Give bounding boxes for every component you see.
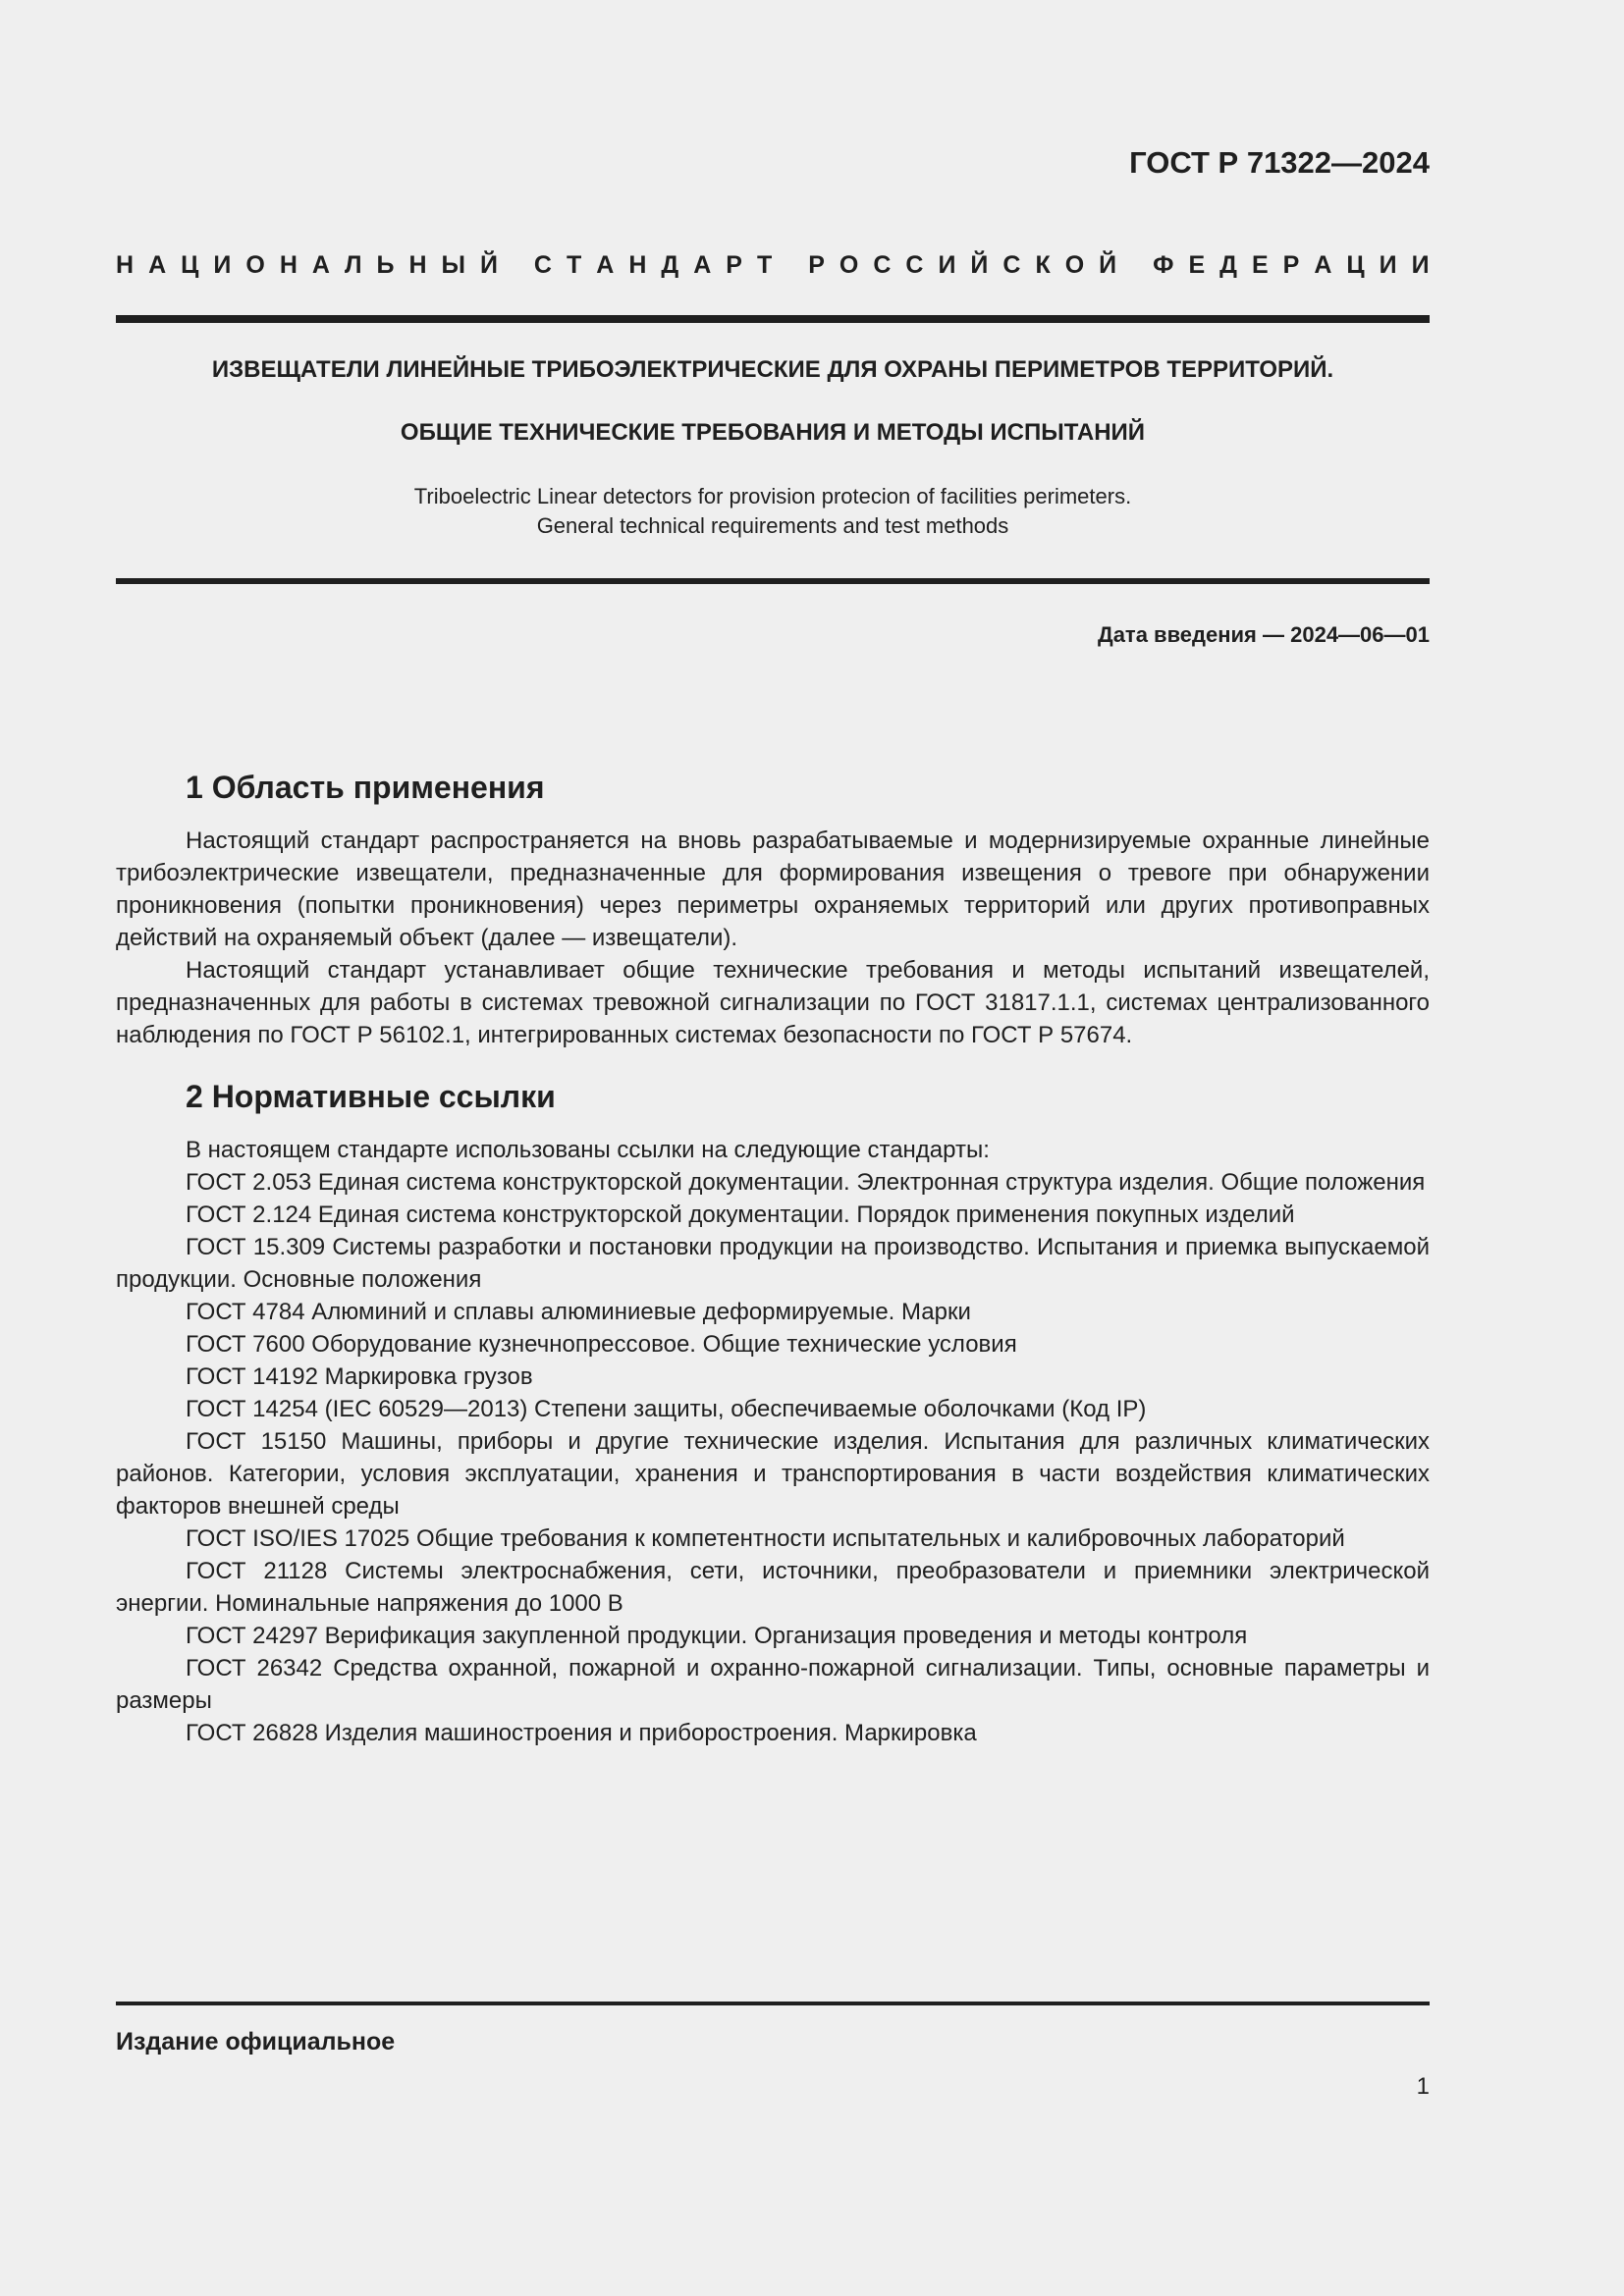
reference-item: ГОСТ 21128 Системы электроснабжения, сети, источники, преобразователи и приемники электрической энергии. Номинальные напряжения до 1000 В — [116, 1558, 1430, 1617]
banner-letter: Т — [756, 251, 773, 279]
banner-letter — [1131, 251, 1138, 280]
banner-letter: И — [1379, 251, 1397, 279]
banner-letter: О — [839, 251, 859, 279]
banner-letter: Й — [480, 251, 498, 279]
banner-letter — [786, 251, 793, 280]
banner-letter: А — [311, 251, 330, 279]
banner-letter: Р — [726, 251, 742, 279]
banner-letter: Н — [116, 251, 135, 279]
reference-item: ГОСТ 4784 Алюминий и сплавы алюминиевые деформируемые. Марки — [186, 1299, 971, 1325]
banner-letter — [513, 251, 519, 280]
document-body — [116, 766, 1430, 1749]
title-bottom-rule — [116, 578, 1430, 584]
title-ru-line-1: ИЗВЕЩАТЕЛИ ЛИНЕЙНЫЕ ТРИБОЭЛЕКТРИЧЕСКИЕ ДЛЯ ОХРАНЫ ПЕРИМЕТРОВ ТЕРРИТОРИЙ. — [211, 356, 1334, 383]
banner-letter: Е — [1251, 251, 1269, 279]
reference-item: ГОСТ 26342 Средства охранной, пожарной и охранно-пожарной сигнализации. Типы, основные параметры и размеры — [116, 1655, 1430, 1714]
official-edition-label: Издание официальное — [116, 2028, 396, 2056]
title-en — [116, 482, 1430, 541]
banner-letter: О — [245, 251, 265, 279]
document-number: ГОСТ Р 71322—2024 — [1129, 145, 1430, 180]
banner-letter: С — [905, 251, 924, 279]
banner-letter: Н — [628, 251, 647, 279]
banner-letter: Ы — [441, 251, 465, 279]
banner-letter: Д — [661, 251, 679, 279]
banner-letter: Т — [566, 251, 582, 279]
banner-letter: Е — [1188, 251, 1206, 279]
banner-letter: Ь — [376, 251, 395, 279]
banner-letter: Р — [1282, 251, 1300, 279]
banner-letter: О — [1064, 251, 1085, 279]
reference-item: ГОСТ 15150 Машины, приборы и другие технические изделия. Испытания для различных климатических районов. Категории, условия эксплуатации, хранения и транспортирования в части воздействия климатических факторов внешней среды — [116, 1428, 1430, 1520]
banner-letter: Н — [279, 251, 298, 279]
banner-letter: А — [596, 251, 615, 279]
banner-letter: Л — [344, 251, 362, 279]
footer-rule — [116, 2002, 1430, 2005]
banner-letter: Ц — [1346, 251, 1365, 279]
reference-item: ГОСТ 2.124 Единая система конструкторской документации. Порядок применения покупных изделий — [186, 1201, 1295, 1228]
page-number: 1 — [1416, 2073, 1430, 2100]
banner-letter: А — [693, 251, 712, 279]
reference-item: ГОСТ 7600 Оборудование кузнечнопрессовое. Общие технические условия — [186, 1331, 1017, 1358]
banner-letter: К — [1035, 251, 1051, 279]
section-1-title: 1 Область применения — [186, 770, 545, 805]
title-ru-line-2: ОБЩИЕ ТЕХНИЧЕСКИЕ ТРЕБОВАНИЯ И МЕТОДЫ ИСПЫТАНИЙ — [400, 419, 1146, 446]
national-standard-banner — [116, 251, 1430, 280]
banner-letter: И — [938, 251, 956, 279]
banner-letter: С — [873, 251, 892, 279]
section-2-intro: В настоящем стандарте использованы ссылки на следующие стандарты: — [186, 1137, 990, 1163]
top-rule — [116, 315, 1430, 323]
section-1-paragraph-2: Настоящий стандарт устанавливает общие технические требования и методы испытаний извещателей, предназначенных для работы в системах тревожной сигнализации по ГОСТ 31817.1.1, системах централизованного наблюдения по ГОСТ Р 56102.1, интегрированных системах безопасности по ГОСТ Р 57674. — [116, 957, 1430, 1048]
banner-letter: Р — [808, 251, 825, 279]
reference-item: ГОСТ 14192 Маркировка грузов — [186, 1363, 533, 1390]
reference-item: ГОСТ 26828 Изделия машиностроения и приборостроения. Маркировка — [186, 1720, 977, 1746]
banner-letter: Ф — [1153, 251, 1174, 279]
reference-item: ГОСТ 15.309 Системы разработки и постановки продукции на производство. Испытания и приемка выпускаемой продукции. Основные положения — [116, 1234, 1430, 1293]
banner-letter: С — [1002, 251, 1021, 279]
banner-letter: И — [213, 251, 232, 279]
banner-letter: Н — [408, 251, 427, 279]
banner-letter: Д — [1219, 251, 1237, 279]
banner-letter: Ц — [181, 251, 199, 279]
banner-letter: Й — [970, 251, 989, 279]
banner-letter: Й — [1099, 251, 1117, 279]
banner-letter: И — [1411, 251, 1430, 279]
title-en-line-2: General technical requirements and test methods — [536, 513, 1009, 538]
reference-item: ГОСТ ISO/IES 17025 Общие требования к компетентности испытательных и калибровочных лабораторий — [186, 1525, 1345, 1552]
title-en-line-1: Triboelectric Linear detectors for provision protecion of facilities perimeters. — [413, 484, 1132, 508]
section-1-paragraph-1: Настоящий стандарт распространяется на вновь разрабатываемые и модернизируемые охранные линейные трибоэлектрические извещатели, предназначенные для формирования извещения о тревоге при обнаружении проникновения (попытки проникновения) через периметры охраняемых территорий или других противоправных действий на охраняемый объект (далее — извещатели). — [116, 828, 1430, 951]
banner-letter: А — [148, 251, 167, 279]
reference-item: ГОСТ 2.053 Единая система конструкторской документации. Электронная структура изделия. Общие положения — [186, 1169, 1426, 1196]
banner-letter: А — [1314, 251, 1332, 279]
banner-letter: С — [533, 251, 552, 279]
reference-item: ГОСТ 24297 Верификация закупленной продукции. Организация проведения и методы контроля — [186, 1623, 1248, 1649]
section-2-title: 2 Нормативные ссылки — [186, 1079, 556, 1114]
introduction-date: Дата введения — 2024—06—01 — [1098, 622, 1430, 647]
reference-item: ГОСТ 14254 (IEC 60529—2013) Степени защиты, обеспечиваемые оболочками (Код IP) — [186, 1396, 1147, 1422]
